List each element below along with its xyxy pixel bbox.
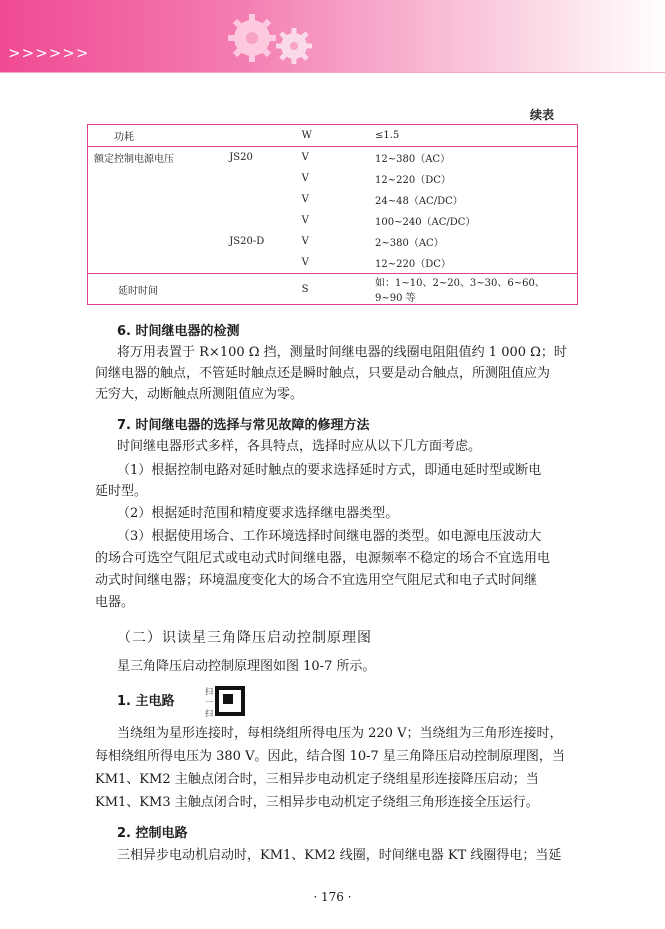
table-row (88, 147, 578, 169)
table-cell: 12~220（DC） (375, 175, 451, 186)
header-rule (0, 72, 665, 73)
page-number: · 176 · (313, 890, 352, 904)
paragraph: 时间继电器形式多样，各具特点，选择时应从以下几方面考虑。 (117, 439, 482, 454)
table-cell: 12~220（DC） (375, 259, 451, 270)
table-cell: V (301, 173, 309, 184)
table-row (88, 125, 578, 147)
section-6-title: 6. 时间继电器的检测 (117, 324, 240, 339)
table-cell: 功耗 (114, 132, 134, 143)
table-cell: JS20-D (229, 236, 265, 247)
paragraph: （3）根据使用场合、工作环境选择时间继电器的类型。如电源电压波动大 (117, 529, 542, 544)
table-cell (88, 231, 198, 252)
table-cell: JS20 (197, 147, 295, 169)
table-cell: V (301, 194, 309, 205)
table-row (88, 210, 578, 231)
table-cell: 2~380（AC） (375, 238, 444, 249)
paragraph: 星三角降压启动控制原理图如图 10-7 所示。 (117, 659, 376, 674)
table-cell (197, 189, 295, 210)
paragraph: 当绕组为星形连接时，每相绕组所得电压为 220 V；当绕组为三角形连接时， (117, 726, 563, 741)
table-cell (197, 125, 295, 147)
table-cell: 12~380（AC） (369, 147, 578, 169)
table-cell (197, 168, 295, 189)
chevron-decoration: >>>>>> (8, 44, 90, 62)
table-row (88, 252, 578, 274)
qr-code-icon[interactable] (205, 684, 247, 724)
paragraph: 延时型。 (95, 484, 148, 499)
table-row (88, 231, 578, 252)
continued-label: 续表 (530, 108, 555, 122)
gear-icon (222, 8, 332, 70)
page-header (0, 0, 665, 72)
paragraph: 将万用表置于 R×100 Ω 挡，测量时间继电器的线圈电阻阻值约 1 000 Ω；时 (117, 345, 567, 360)
table-row (88, 189, 578, 210)
table-row (88, 168, 578, 189)
table-cell: V (301, 236, 309, 247)
table-cell: 24~48（AC/DC） (375, 196, 463, 207)
paragraph: 间继电器的触点，不管延时触点还是瞬时触点，只要是动合触点，所测阻值应为 (95, 366, 551, 381)
table-cell: 如：1~10、2~20、3~30、6~60、9~90 等 (369, 274, 578, 305)
svg-text:扫: 扫 (205, 687, 213, 696)
paragraph: 电器。 (95, 595, 135, 610)
table-cell (197, 274, 295, 305)
table-cell: W (301, 130, 312, 141)
table-cell (88, 210, 198, 231)
table-cell: V (296, 147, 369, 169)
table-row (88, 274, 578, 305)
part-2-title: （二）识读星三角降压启动控制原理图 (117, 630, 372, 646)
spec-table (87, 124, 578, 305)
table-cell: 额定控制电源电压 (88, 147, 198, 169)
table-cell (88, 189, 198, 210)
section-7-title: 7. 时间继电器的选择与常见故障的修理方法 (117, 418, 370, 433)
paragraph: 无穷大，动断触点所测阻值应为零。 (95, 387, 304, 402)
table-cell: V (301, 215, 309, 226)
paragraph: 每相绕组所得电压为 380 V。因此，结合图 10-7 星三角降压启动控制原理图，当 (95, 749, 565, 764)
table-cell (197, 252, 295, 274)
svg-text:扫: 扫 (205, 709, 213, 718)
paragraph: KM1、KM3 主触点闭合时，三相异步电动机定子绕组三角形连接全压运行。 (95, 795, 539, 810)
paragraph: 动式时间继电器；环境温度变化大的场合不宜选用空气阻尼式和电子式时间继 (95, 573, 538, 588)
paragraph: 的场合可选空气阻尼式或电动式时间继电器，电源频率不稳定的场合不宜选用电 (95, 551, 551, 566)
main-circuit-title: 1. 主电路 (117, 694, 175, 709)
control-circuit-title: 2. 控制电路 (117, 826, 188, 841)
table-cell (88, 168, 198, 189)
table-cell: ≤1.5 (375, 130, 400, 141)
svg-text:一: 一 (205, 698, 213, 707)
paragraph: （2）根据延时范围和精度要求选择继电器类型。 (117, 506, 399, 521)
paragraph: 三相异步电动机启动时，KM1、KM2 线圈，时间继电器 KT 线圈得电；当延 (117, 848, 562, 863)
table-cell: V (301, 257, 309, 268)
paragraph: KM1、KM2 主触点闭合时，三相异步电动机定子绕组星形连接降压启动；当 (95, 772, 539, 787)
table-cell (88, 252, 198, 274)
table-cell: 延时时间 (88, 274, 198, 305)
table-cell (197, 210, 295, 231)
table-cell: 100~240（AC/DC） (375, 217, 476, 228)
table-cell: S (296, 274, 369, 305)
paragraph: （1）根据控制电路对延时触点的要求选择延时方式，即通电延时型或断电 (117, 463, 542, 478)
